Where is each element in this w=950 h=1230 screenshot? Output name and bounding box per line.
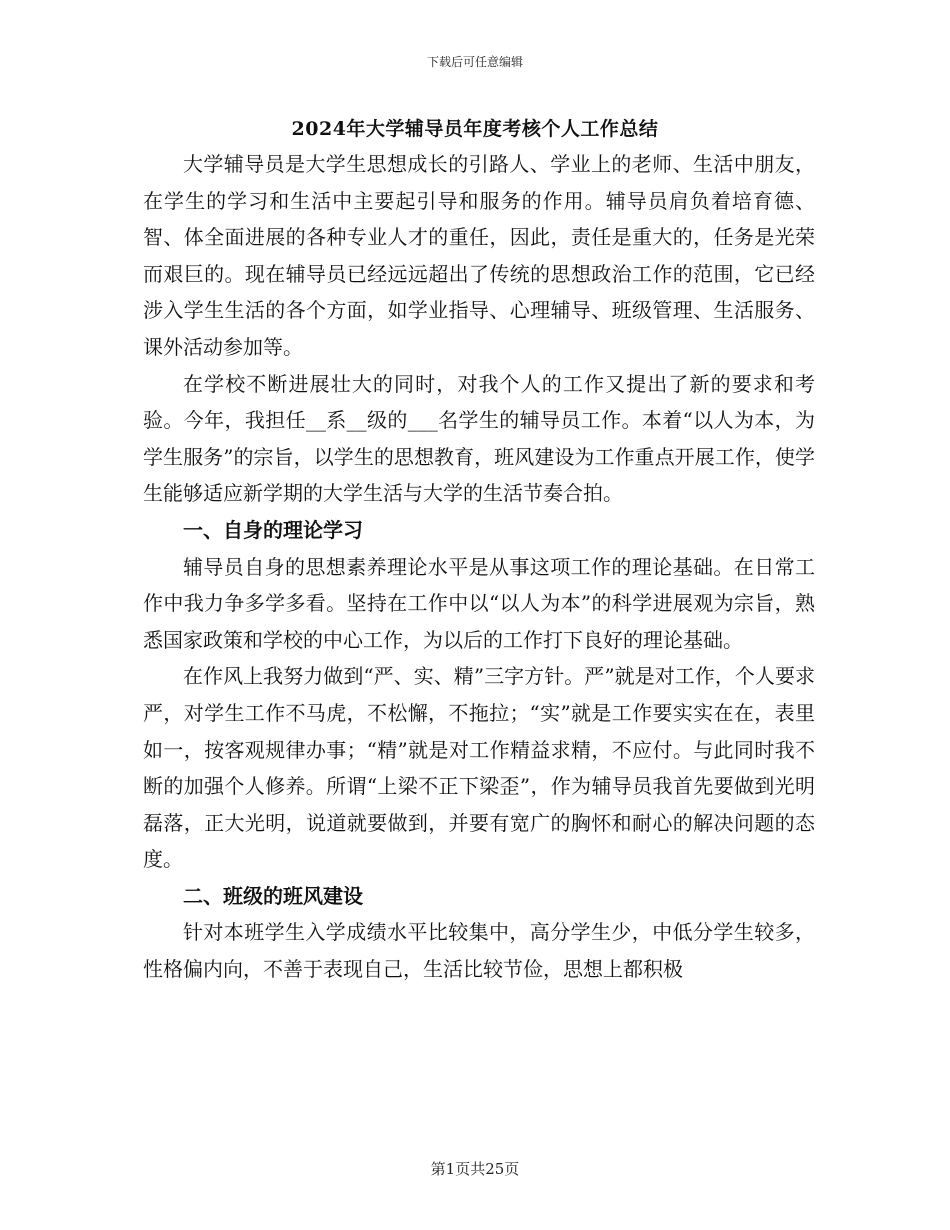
document-body bbox=[143, 146, 815, 988]
page-number-footer: 第1页共25页 bbox=[430, 1160, 520, 1178]
document-title: 2024年大学辅导员年度考核个人工作总结 bbox=[291, 118, 659, 140]
section-2-heading: 二、班级的班风建设 bbox=[183, 883, 363, 908]
intro-paragraph-2: 在学校不断进展壮大的同时，对我个人的工作又提出了新的要求和考验。今年，我担任__系__级的___名学生的辅导员工作。本着“以人为本，为学生服务”的宗旨，以学生的思想教育，班风建设为工作重点开展工作，使学生能够适应新学期的大学生活与大学的生活节奏合拍。 bbox=[143, 371, 815, 506]
intro-paragraph-1: 大学辅导员是大学生思想成长的引路人、学业上的老师、生活中朋友，在学生的学习和生活中主要起引导和服务的作用。辅导员肩负着培育德、智、体全面进展的各种专业人才的重任，因此，责任是重大的，任务是光荣而艰巨的。现在辅导员已经远远超出了传统的思想政治工作的范围，它已经涉入学生生活的各个方面，如学业指导、心理辅导、班级管理、生活服务、课外活动参加等。 bbox=[143, 152, 815, 359]
header-note: 下载后可任意编辑 bbox=[426, 55, 523, 69]
section-2-paragraph-1: 针对本班学生入学成绩水平比较集中，高分学生少，中低分学生较多，性格偏内向，不善于表现自己，生活比较节俭，思想上都积极 bbox=[143, 920, 815, 982]
section-1-paragraph-2: 在作风上我努力做到“严、实、精”三字方针。严”就是对工作，个人要求严，对学生工作不马虎，不松懈，不拖拉；“实”就是工作要实实在在，表里如一，按客观规律办事；“精”就是对工作精益求精，不应付。与此同时我不断的加强个人修养。所谓“上梁不正下梁歪”，作为辅导员我首先要做到光明磊落，正大光明，说道就要做到，并要有宽广的胸怀和耐心的解决问题的态度。 bbox=[143, 664, 815, 872]
section-1-heading: 一、自身的理论学习 bbox=[183, 517, 363, 542]
section-1-paragraph-1: 辅导员自身的思想素养理论水平是从事这项工作的理论基础。在日常工作中我力争多学多看。坚持在工作中以“以人为本”的科学进展观为宗旨，熟悉国家政策和学校的中心工作，为以后的工作打下良好的理论基础。 bbox=[143, 554, 815, 652]
